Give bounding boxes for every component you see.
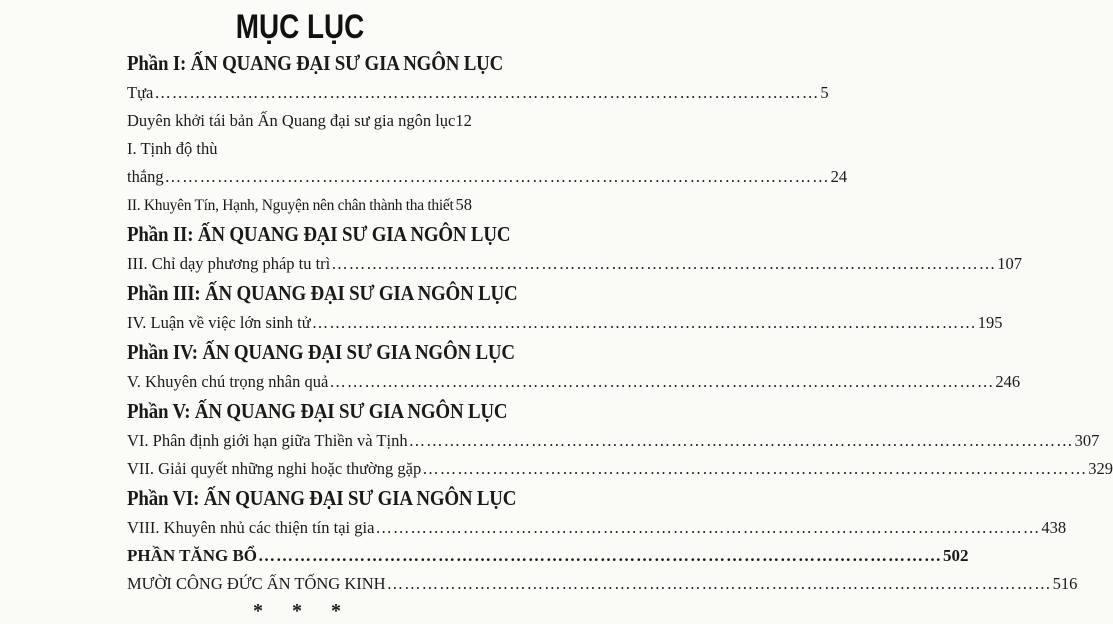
dot-leader	[375, 514, 1040, 542]
dot-leader	[258, 542, 942, 570]
entry-label: PHẦN TĂNG BỔ	[127, 546, 258, 565]
toc-entry-tua	[127, 79, 829, 107]
toc-entry-iii	[127, 250, 1023, 278]
toc-entry-tang-bo	[127, 542, 969, 570]
toc-entry-iv	[127, 309, 1003, 337]
toc-entry-duyen-khoi	[127, 107, 472, 135]
part-heading-5: Phần V: ẤN QUANG ĐẠI SƯ GIA NGÔN LỤC	[127, 399, 508, 423]
page-title: MỤC LỤC	[235, 8, 365, 46]
entry-label: II. Khuyên Tín, Hạnh, Nguyện nên chân thành tha thiết	[127, 197, 454, 214]
entry-page: 195	[977, 313, 1003, 332]
toc-entry-muoi-cong-duc	[127, 570, 1078, 598]
entry-label: I. Tịnh độ thù	[127, 139, 218, 158]
part-heading-6: Phần VI: ẤN QUANG ĐẠI SƯ GIA NGÔN LỤC	[127, 486, 517, 510]
toc-entry-viii	[127, 514, 1067, 542]
table-of-contents	[127, 48, 1113, 624]
entry-page: 24	[830, 167, 848, 186]
entry-label: VII. Giải quyết những nghi hoặc thường gặp	[127, 459, 422, 478]
toc-entry-v	[127, 368, 1021, 396]
toc-entry-ii	[127, 191, 472, 219]
part-heading-4: Phần IV: ẤN QUANG ĐẠI SƯ GIA NGÔN LỤC	[127, 340, 515, 364]
dot-leader	[409, 427, 1074, 455]
entry-page: 58	[455, 195, 472, 214]
entry-label: thắng	[127, 167, 164, 186]
dot-leader	[154, 79, 819, 107]
entry-page: 438	[1041, 518, 1067, 537]
entry-label: Duyên khởi tái bản Ấn Quang đại sư gia ngôn lục	[127, 111, 456, 130]
entry-label: III. Chỉ dạy phương pháp tu trì	[127, 254, 331, 273]
entry-page: 107	[997, 254, 1023, 273]
dot-leader	[329, 368, 994, 396]
dot-leader	[422, 455, 1087, 483]
entry-label: IV. Luận về việc lớn sinh tử	[127, 313, 311, 332]
entry-page: 5	[820, 83, 829, 102]
entry-page: 307	[1074, 431, 1100, 450]
entry-page: 246	[995, 372, 1021, 391]
entry-page: 12	[455, 111, 472, 130]
part-heading-1: Phần I: ẤN QUANG ĐẠI SƯ GIA NGÔN LỤC	[127, 51, 504, 75]
entry-label: VI. Phân định giới hạn giữa Thiền và Tịnh	[127, 431, 408, 450]
part-heading-2: Phần II: ẤN QUANG ĐẠI SƯ GIA NGÔN LỤC	[127, 222, 511, 246]
entry-label: V. Khuyên chú trọng nhân quả	[127, 372, 329, 391]
part-heading-3: Phần III: ẤN QUANG ĐẠI SƯ GIA NGÔN LỤC	[127, 281, 518, 305]
dot-leader	[312, 309, 977, 337]
entry-label: VIII. Khuyên nhủ các thiện tín tại gia	[127, 518, 375, 537]
dot-leader	[165, 163, 830, 191]
toc-entry-i-first-line	[127, 135, 467, 163]
entry-page: 516	[1052, 574, 1078, 593]
dot-leader	[331, 250, 996, 278]
toc-entry-i	[127, 163, 848, 191]
toc-entry-vi	[127, 427, 1100, 455]
entry-label: Tựa	[127, 83, 154, 102]
ending-ornament: * * *	[253, 600, 353, 622]
entry-page: 502	[943, 546, 969, 565]
entry-label: MƯỜI CÔNG ĐỨC ẤN TỐNG KINH	[127, 574, 386, 593]
entry-page: 329	[1088, 459, 1113, 478]
toc-entry-vii	[127, 455, 1113, 483]
dot-leader	[387, 570, 1052, 598]
